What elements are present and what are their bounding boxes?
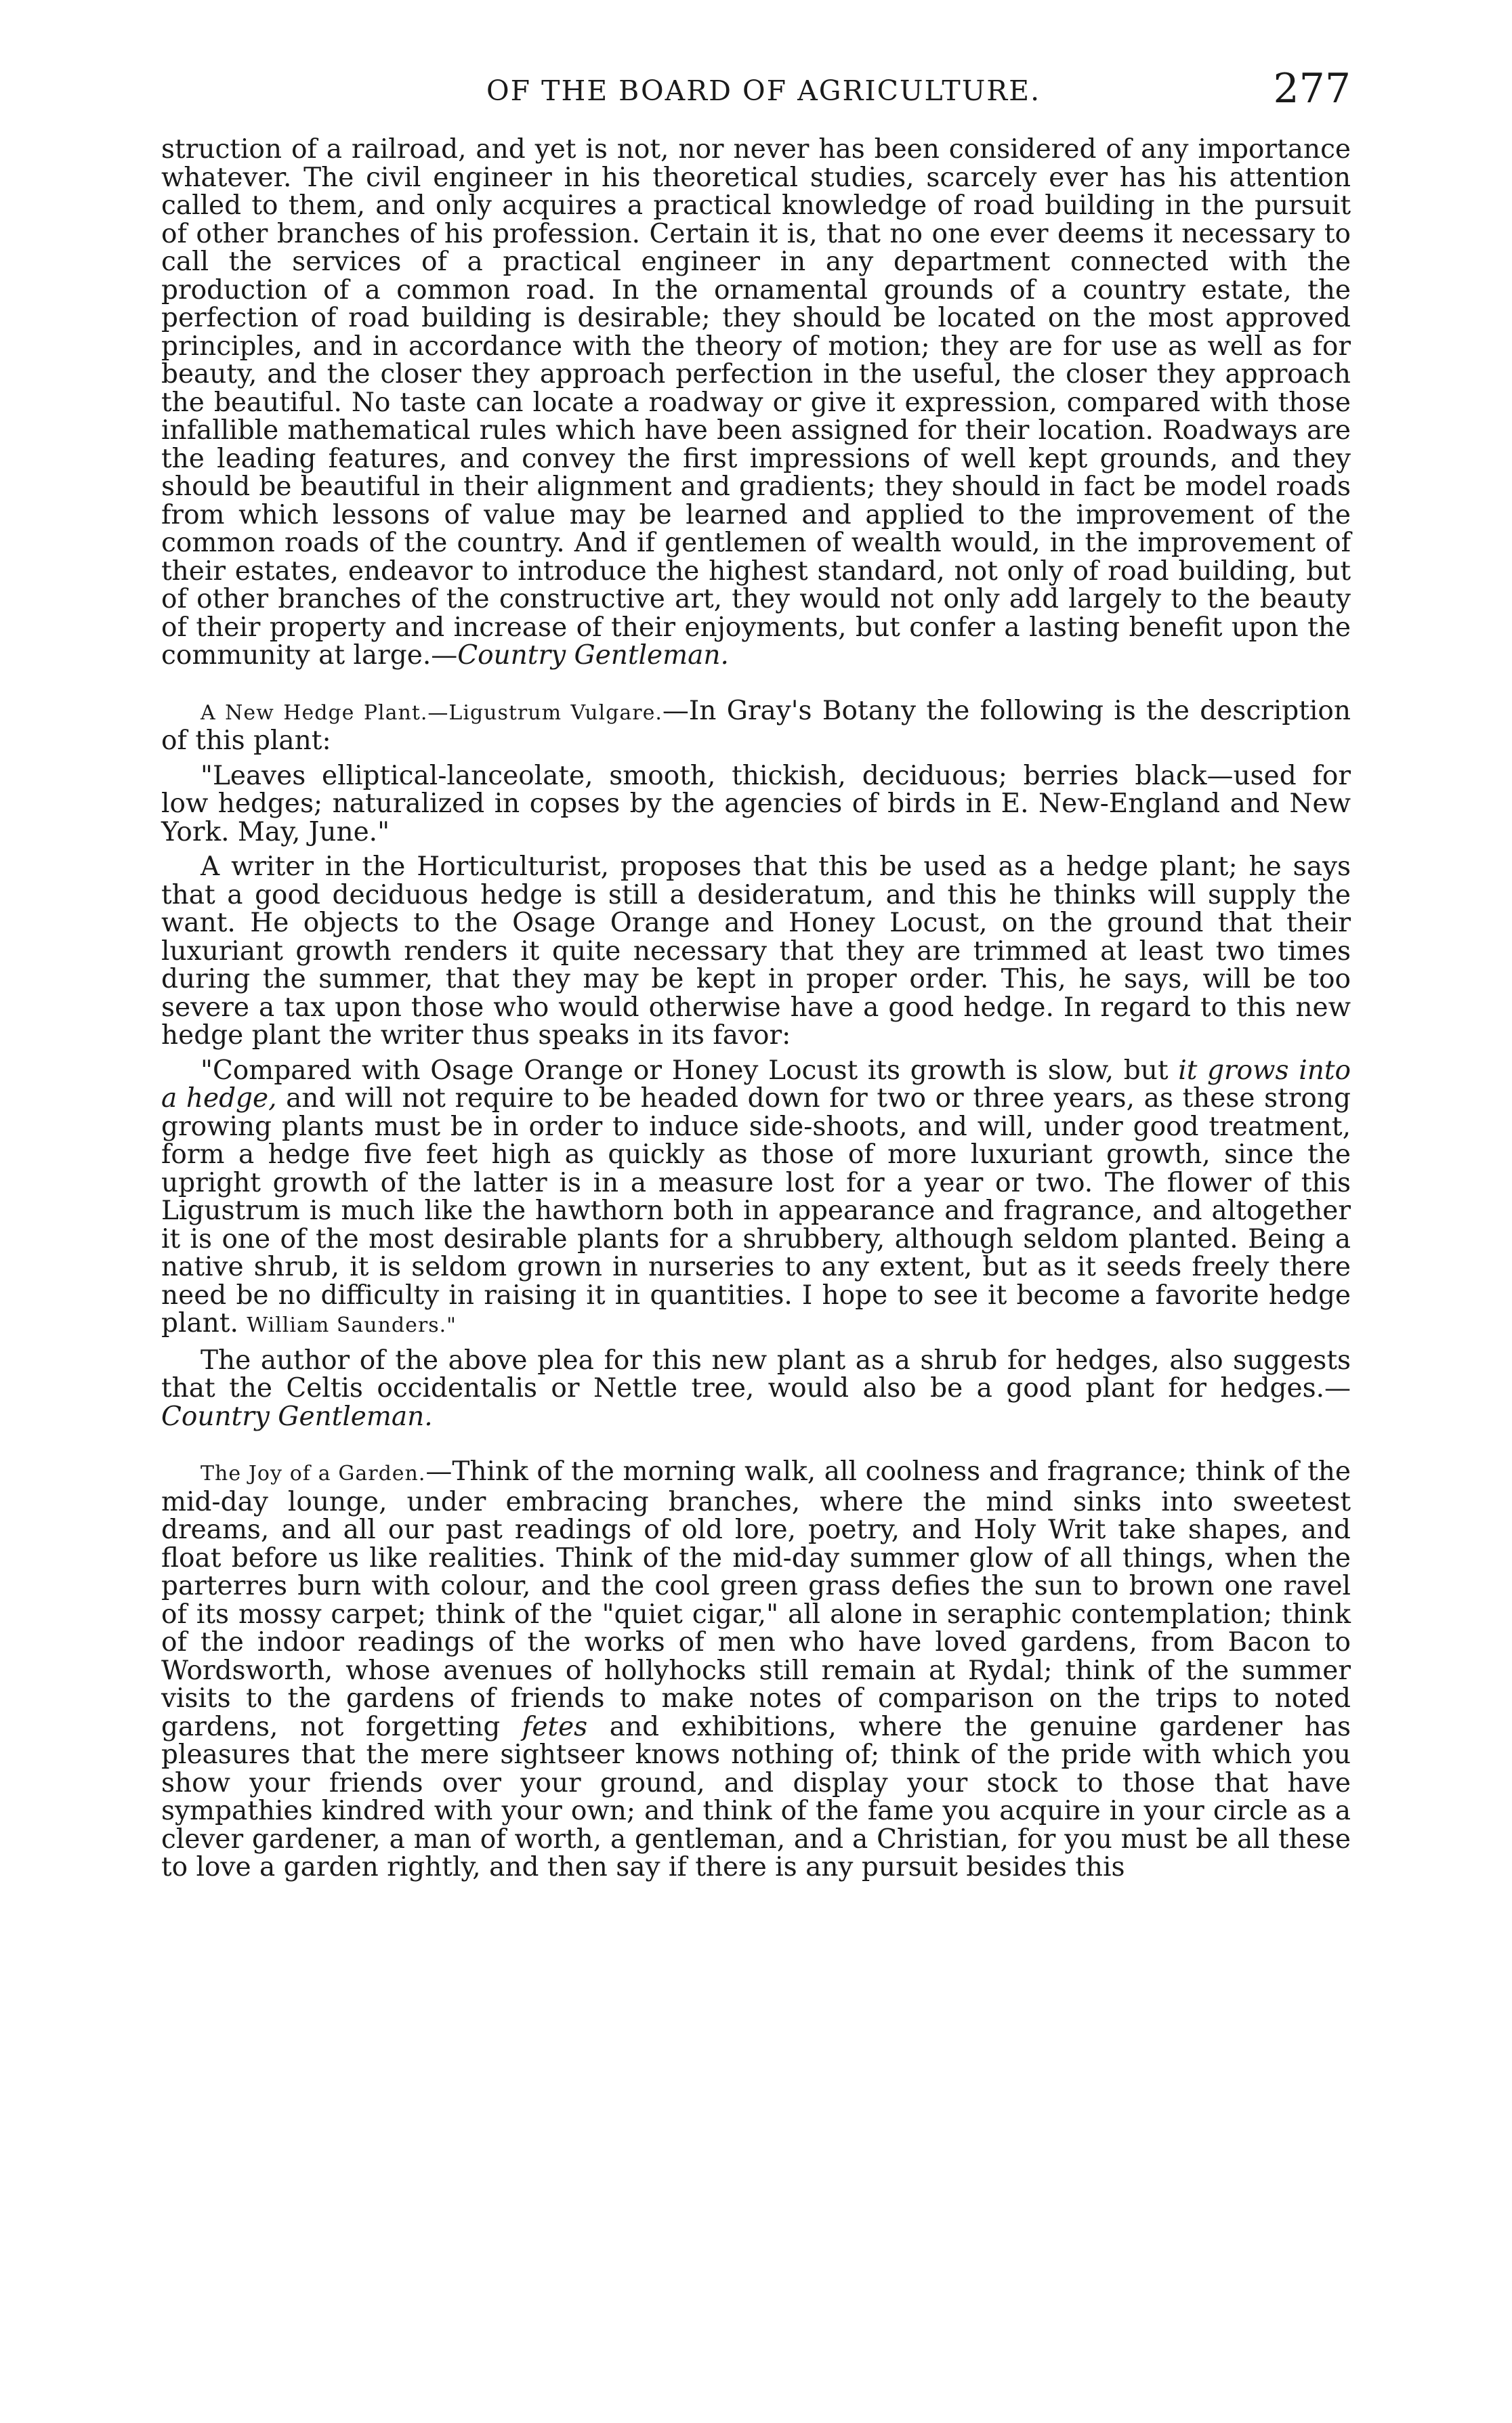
paragraph-hedge-plant xyxy=(161,697,1351,755)
paragraph-text: and exhibitions, where the genuine gardener has pleasures that the mere sightseer knows nothing of; think of the pride with which you show your friends over your ground, and display your stock to those that have sympathies kindred with your own; and think of the fame you acquire in your circle as a clever gardener, a man of worth, a gentleman, and a Christian, for you must be all these to love a garden rightly, and then say if there is any pursuit besides this xyxy=(161,1711,1351,1882)
running-head: OF THE BOARD OF AGRICULTURE. xyxy=(486,75,1041,107)
paragraph-joy-of-garden xyxy=(161,1458,1351,1882)
paragraph-text: struction of a railroad, and yet is not, nor never has been considered of any importance whatever. The civil engineer in his theoretical studies, scarcely ever has his attention called to them, and only acquires a practical knowledge of road building in the pursuit of other branches of his profession. Certain it is, that no one ever deems it necessary to call the services of a practical engineer in any department connected with the production of a common road. In the ornamental grounds of a country estate, the perfection of road building is desirable; they should be located on the most approved principles, and in accordance with the theory of motion; they are for use as well as for beauty, and the closer they approach perfection in the useful, the closer they approach the beautiful. No taste can locate a roadway or give it expression, compared with those infallible mathematical rules which have been assigned for their location. Roadways are the leading features, and convey the first impressions of well kept grounds, and they should be beautiful in their alignment and gradients; they should in fact be model roads from which lessons of value may be learned and applied to the improvement of the common roads of the country. And if gentlemen of wealth would, in the improvement of their estates, endeavor to introduce the highest standard, not only of road building, but of other branches of the constructive art, they would not only add largely to the beauty of their property and increase of their enjoyments, but confer a lasting benefit upon the community at large.— xyxy=(161,134,1351,671)
paragraph-text: The author of the above plea for this new plant as a shrub for hedges, also suggests that the Celtis occidentalis or Nettle tree, would also be a good plant for hedges.— xyxy=(161,1345,1351,1404)
section-heading: The Joy of a Garden. xyxy=(201,1462,426,1486)
signature: William Saunders." xyxy=(247,1313,457,1337)
paragraph-text: —In Gray's Botany the following is the description of this plant: xyxy=(161,695,1351,756)
italic-text: it grows into a hedge, xyxy=(161,1055,1351,1114)
paragraph-roads xyxy=(161,135,1351,670)
paragraph-botany-quote: "Leaves elliptical-lanceolate, smooth, thickish, deciduous; berries black—used for low hedges; naturalized in copses by the agencies of birds in E. New-England and New York. May, June." xyxy=(161,760,1351,847)
paragraph-text: "Compared with Osage Orange or Honey Locust its growth is slow, but xyxy=(201,1055,1179,1086)
paragraph-saunders-quote xyxy=(161,1057,1351,1340)
paragraph-text: and will not require to be headed down for two or three years, as these strong growing plants must be in order to induce side-shoots, and will, under good treatment, form a hedge five feet high as quickly as those of more luxuriant growth, since the upright growth of the latter is in a measure lost for a year or two. The flower of this Ligustrum is much like the hawthorn both in appearance and fragrance, and altogether it is one of the most desirable plants for a shrubbery, although seldom planted. Being a native shrub, it is seldom grown in nurseries to any extent, but as it seeds freely there need be no difficulty in raising it in quantities. I hope to see it become a favorite hedge plant. xyxy=(161,1083,1351,1339)
page-number: 277 xyxy=(1273,65,1351,112)
paragraph-text: —Think of the morning walk, all coolness and fragrance; think of the mid-day lounge, under embracing branches, where the mind sinks into sweetest dreams, and all our past readings of old lore, poetry, and Holy Writ take shapes, and float before us like realities. Think of the mid-day summer glow of all things, when the parterres burn with colour, and the cool green grass defies the sun to brown one ravel of its mossy carpet; think of the "quiet cigar," all alone in seraphic contemplation; think of the indoor readings of the works of men who have loved gardens, from Bacon to Wordsworth, whose avenues of hollyhocks still remain at Rydal; think of the summer visits to the gardens of friends to make notes of comparison on the trips to noted gardens, not forgetting xyxy=(161,1456,1351,1742)
page-header xyxy=(161,65,1351,119)
source-citation: Country Gentleman. xyxy=(457,640,729,671)
paragraph-horticulturist: A writer in the Horticulturist, proposes that this be used as a hedge plant; he says that a good deciduous hedge is still a desideratum, and this he thinks will supply the want. He objects to the Osage Orange and Honey Locust, on the ground that their luxuriant growth renders it quite necessary that they are trimmed at least two times during the summer, that they may be kept in proper order. This, he says, will be too severe a tax upon those who would otherwise have a good hedge. In regard to this new hedge plant the writer thus speaks in its favor: xyxy=(161,851,1351,1051)
article-body xyxy=(161,135,1351,1882)
source-citation: Country Gentleman. xyxy=(161,1401,433,1432)
paragraph-celtis xyxy=(161,1347,1351,1431)
italic-text: fetes xyxy=(522,1711,588,1742)
section-heading: A New Hedge Plant.—Ligustrum Vulgare. xyxy=(201,700,663,725)
